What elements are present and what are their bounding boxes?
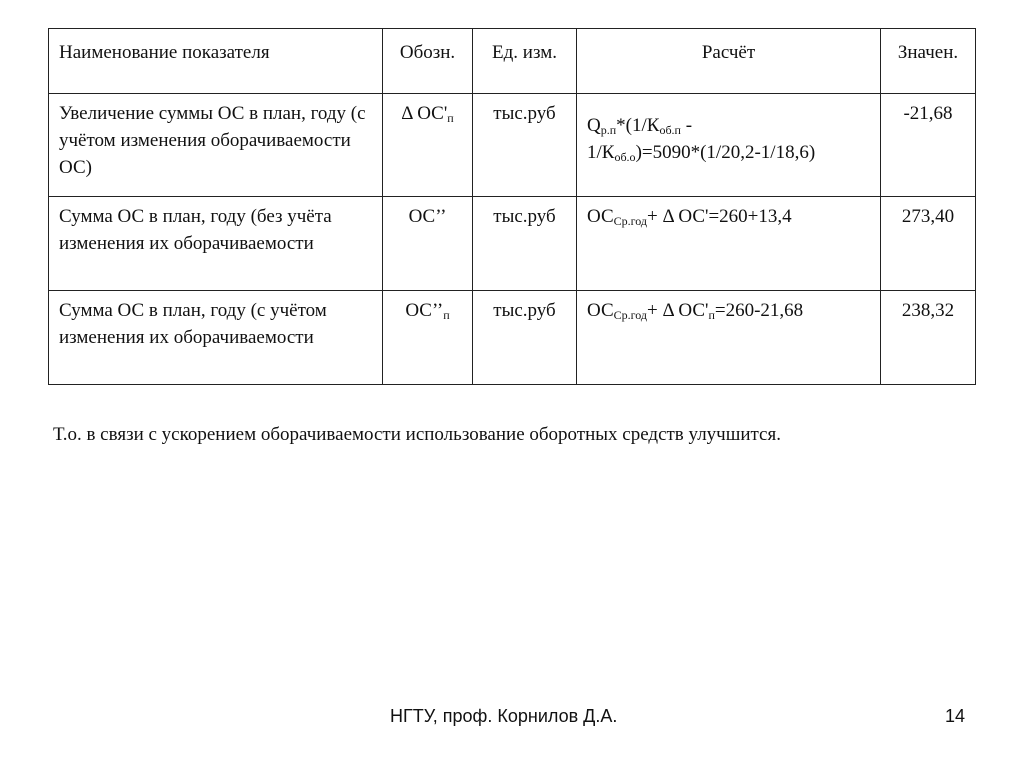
header-value: Значен.: [881, 29, 976, 94]
row-unit: тыс.руб: [473, 197, 577, 291]
page-number: 14: [945, 706, 966, 726]
symbol-main: ОС’’: [405, 300, 444, 321]
row-name: Увеличение суммы ОС в план, году (с учётом изменения оборачиваемости ОС): [49, 94, 383, 197]
indicators-table: [48, 28, 976, 385]
footer-author: НГТУ, проф. Корнилов Д.А.: [390, 706, 618, 726]
calc-mid-sub: п: [708, 308, 715, 322]
row-value: 273,40: [881, 197, 976, 291]
table-header-row: [49, 29, 976, 94]
row-symbol: [383, 197, 473, 291]
row-symbol: [383, 291, 473, 385]
header-calc: Расчёт: [577, 29, 881, 94]
calc-rest: + Δ ОС'=260+13,4: [647, 206, 792, 227]
calc-os: ОС: [587, 206, 614, 227]
calc-k1-sub: об.п: [659, 123, 681, 137]
calc-part1: *(1/К: [616, 115, 660, 136]
symbol-main: ОС’’: [408, 206, 447, 227]
row-calc: [577, 291, 881, 385]
symbol-main: Δ ОС': [401, 103, 448, 124]
calc-part2: -: [680, 115, 693, 136]
row-value: 238,32: [881, 291, 976, 385]
table-row: [49, 197, 976, 291]
row-symbol: [383, 94, 473, 197]
header-symbol: Обозн.: [383, 29, 473, 94]
row-calc: [577, 197, 881, 291]
calc-part4: )=5090*(1/20,2-1/18,6): [635, 142, 816, 163]
header-unit: Ед. изм.: [473, 29, 577, 94]
row-unit: тыс.руб: [473, 94, 577, 197]
symbol-sub: п: [443, 308, 450, 322]
calc-k2-sub: об.о: [614, 150, 636, 164]
row-calc: [577, 94, 881, 197]
conclusion-text: Т.о. в связи с ускорением оборачиваемости использование оборотных средств улучшится.: [53, 424, 781, 445]
calc-os-sub: Ср.год: [613, 308, 648, 322]
row-name: Сумма ОС в план, году (без учёта изменения их оборачиваемости: [49, 197, 383, 291]
row-name: Сумма ОС в план, году (с учётом изменения их оборачиваемости: [49, 291, 383, 385]
row-unit: тыс.руб: [473, 291, 577, 385]
table-row: [49, 94, 976, 197]
table-row: [49, 291, 976, 385]
calc-os: ОС: [587, 300, 614, 321]
symbol-sub: п: [447, 111, 454, 125]
calc-os-sub: Ср.год: [613, 214, 648, 228]
calc-mid: + Δ ОС': [647, 300, 709, 321]
calc-q: Q: [587, 115, 601, 136]
header-name: Наименование показателя: [49, 29, 383, 94]
calc-part3: 1/К: [587, 142, 615, 163]
calc-q-sub: р.п: [600, 123, 617, 137]
calc-rest: =260-21,68: [714, 300, 804, 321]
row-value: -21,68: [881, 94, 976, 197]
